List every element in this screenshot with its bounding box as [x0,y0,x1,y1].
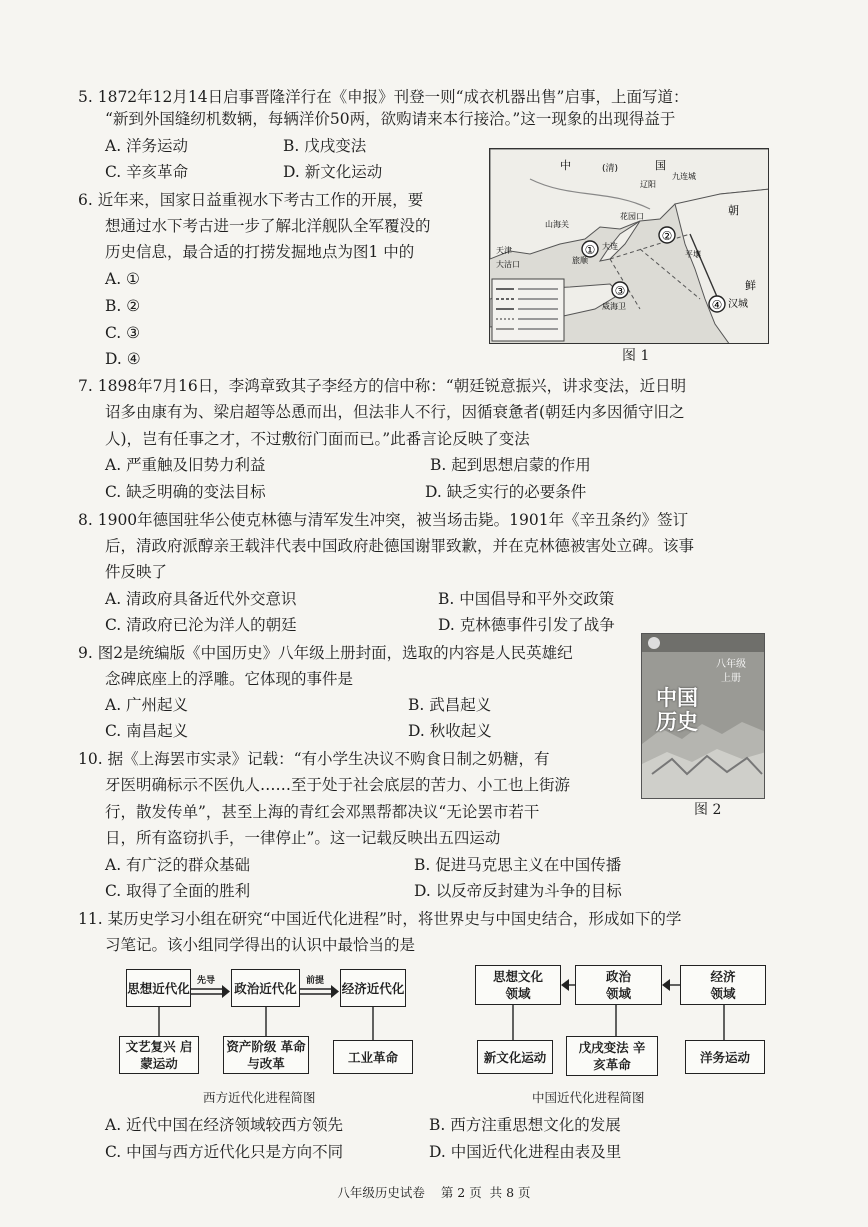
china-box-westernization-label: 洋务运动 [699,1049,750,1065]
q6-stem-line3: 历史信息，最合适的打捞发掘地点为图1 中的 [105,243,415,261]
map-label-hancheng: 汉城 [728,299,748,310]
q8-stem-line1: 8. 1900年德国驻华公使克林德与清军发生冲突，被当场击毙。1901年《辛丑条约》签订 [78,511,689,529]
q11-option-b: B. 西方注重思想文化的发展 [429,1116,621,1134]
west-box-revolution [223,1036,309,1074]
q11-option-c: C. 中国与西方近代化只是方向不同 [105,1143,344,1161]
map-marker-3: ③ [614,284,626,298]
map-label-xian: 鲜 [745,279,756,292]
china-box-culture [475,965,561,1005]
west-arrow-label-1: 先导 [197,976,216,986]
q11-option-d: D. 中国近代化进程由表及里 [429,1143,622,1161]
map-label-guo: 国 [655,159,666,172]
map-marker-4: ④ [711,298,723,312]
china-box-reform-label: 戊戌变法 辛亥革命 [578,1040,646,1072]
q6-stem-line1: 6. 近年来，国家日益重视水下考古工作的开展，要 [78,191,424,209]
map-label-tianjin: 天津 [496,246,512,255]
west-box-politics [231,969,300,1007]
q8-option-a: A. 清政府具备近代外交意识 [105,590,297,608]
map-label-dalian: 大连 [602,242,618,251]
q10-option-c: C. 取得了全面的胜利 [105,882,251,900]
page-footer: 八年级历史试卷 第 2 页 共 8 页 [337,1185,531,1200]
map-label-qing: (清) [602,164,619,174]
q5-stem-line1: 5. 1872年12月14日启事晋隆洋行在《申报》刊登一则“成衣机器出售”启事，上面写道： [78,88,689,106]
q9-stem-line2: 念碑底座上的浮雕。它体现的事件是 [105,670,354,688]
china-box-politics [575,965,662,1005]
cover-grade-label: 八年级 上册 [716,659,746,684]
q10-stem-line2: 牙医明确标示不医仇人……至于处于社会底层的苦力、小工也上街游 [105,776,571,794]
q7-option-c: C. 缺乏明确的变法目标 [105,483,266,501]
map-marker-2: ② [661,229,673,243]
map-label-shanhaiguan: 山海关 [545,220,569,229]
west-box-revolution-label: 资产阶级 革命与改革 [226,1039,306,1071]
west-box-industrial [333,1040,413,1074]
west-box-renaissance [119,1036,199,1074]
q7-stem-line3: 人)，岂有任事之才，不过敷衍门面而已。”此番言论反映了变法 [105,430,530,448]
west-box-politics-label: 政治近代化 [234,980,297,996]
q6-option-b: B. ② [105,297,141,315]
map-label-huayuankou: 花园口 [620,212,644,221]
q11-stem-line1: 11. 某历史学习小组在研究“中国近代化进程”时，将世界史与中国史结合，形成如下的学 [78,910,682,928]
china-box-economy [680,965,766,1005]
q9-option-a: A. 广州起义 [105,696,189,714]
west-diagram-caption: 西方近代化进程简图 [203,1090,316,1105]
china-box-westernization [685,1040,765,1074]
q5-option-b: B. 戊戌变法 [283,137,367,155]
figure-2-book-cover [641,633,765,799]
map-label-jiulian: 九连城 [672,172,696,181]
china-box-reform [566,1036,658,1076]
map-label-weihaiwei: 威海卫 [602,302,626,311]
china-box-newculture [477,1040,553,1074]
q10-option-b: B. 促进马克思主义在中国传播 [414,856,622,874]
q9-option-b: B. 武昌起义 [408,696,492,714]
map-label-dagukou: 大沽口 [496,260,520,269]
map-label-china: 中 [560,159,571,172]
q5-option-c: C. 辛亥革命 [105,163,189,181]
q9-stem-line1: 9. 图2是统编版《中国历史》八年级上册封面，选取的内容是人民英雄纪 [78,644,573,662]
map-label-lvshun: 旅顺 [572,256,588,265]
west-arrow-label-2: 前提 [306,976,325,986]
west-box-renaissance-label: 文艺复兴 启蒙运动 [125,1039,193,1071]
q10-option-a: A. 有广泛的群众基础 [105,856,251,874]
q6-stem-line2: 想通过水下考古进一步了解北洋舰队全军覆没的 [105,217,431,235]
west-box-economy [340,969,406,1007]
q7-option-b: B. 起到思想启蒙的作用 [430,456,591,474]
map-label-pingrang: 平壤 [685,250,701,259]
q10-stem-line1: 10. 据《上海罢市实录》记载：“有小学生决议不购食日制之奶糖，有 [78,750,550,768]
figure-1-map [489,148,769,344]
west-box-industrial-label: 工业革命 [347,1049,398,1065]
map-label-liaoyang: 辽阳 [640,180,656,189]
q10-option-d: D. 以反帝反封建为斗争的目标 [414,882,622,900]
west-box-thought-label: 思想近代化 [127,980,190,996]
q10-stem-line3: 行，散发传单”，甚至上海的青红会邓黑帮都决议“无论罢市若干 [105,803,540,821]
q5-option-a: A. 洋务运动 [105,137,189,155]
q8-option-b: B. 中国倡导和平外交政策 [438,590,615,608]
q5-stem-line2: “新到外国缝纫机数辆，每辆洋价50两，欲购请来本行接洽。”这一现象的出现得益于 [105,110,676,128]
q9-option-c: C. 南昌起义 [105,722,189,740]
q6-option-a: A. ① [105,270,140,288]
q6-option-d: D. ④ [105,350,141,368]
china-box-newculture-label: 新文化运动 [483,1049,547,1065]
q8-option-d: D. 克林德事件引发了战争 [438,616,615,634]
q9-option-d: D. 秋收起义 [408,722,492,740]
china-box-politics-label: 政治领域 [605,969,631,1001]
figure-1-caption: 图 1 [622,348,650,364]
q5-option-d: D. 新文化运动 [283,163,383,181]
q7-stem-line2: 诏多由康有为、梁启超等怂恿而出，但法非人不行，因循衰惫者(朝廷内多因循守旧之 [105,403,685,421]
q8-option-c: C. 清政府已沦为洋人的朝廷 [105,616,297,634]
q7-option-d: D. 缺乏实行的必要条件 [425,483,587,501]
china-diagram-caption: 中国近代化进程简图 [532,1090,645,1105]
china-box-economy-label: 经济领域 [710,969,736,1001]
map-label-chao: 朝 [728,204,739,217]
q8-stem-line2: 后，清政府派醇亲王载沣代表中国政府赴德国谢罪致歉，并在克林德被害处立碑。该事 [105,537,695,555]
cover-title: 中国历史 [656,686,698,734]
q11-stem-line2: 习笔记。该小组同学得出的认识中最恰当的是 [105,936,416,954]
west-box-economy-label: 经济近代化 [341,980,405,996]
map-graphic [490,149,769,344]
q6-option-c: C. ③ [105,324,141,342]
q10-stem-line4: 日，所有盗窃扒手，一律停止”。这一记载反映出五四运动 [105,829,501,847]
q11-option-a: A. 近代中国在经济领域较西方领先 [105,1116,344,1134]
q7-stem-line1: 7. 1898年7月16日，李鸿章致其子李经方的信中称：“朝廷锐意振兴，讲求变法，近日明 [78,377,687,395]
map-marker-1: ① [584,243,596,257]
q8-stem-line3: 件反映了 [105,563,168,581]
q7-option-a: A. 严重触及旧势力利益 [105,456,266,474]
west-box-thought [126,969,191,1007]
figure-2-caption: 图 2 [694,802,722,818]
china-box-culture-label: 思想文化领域 [492,969,543,1001]
